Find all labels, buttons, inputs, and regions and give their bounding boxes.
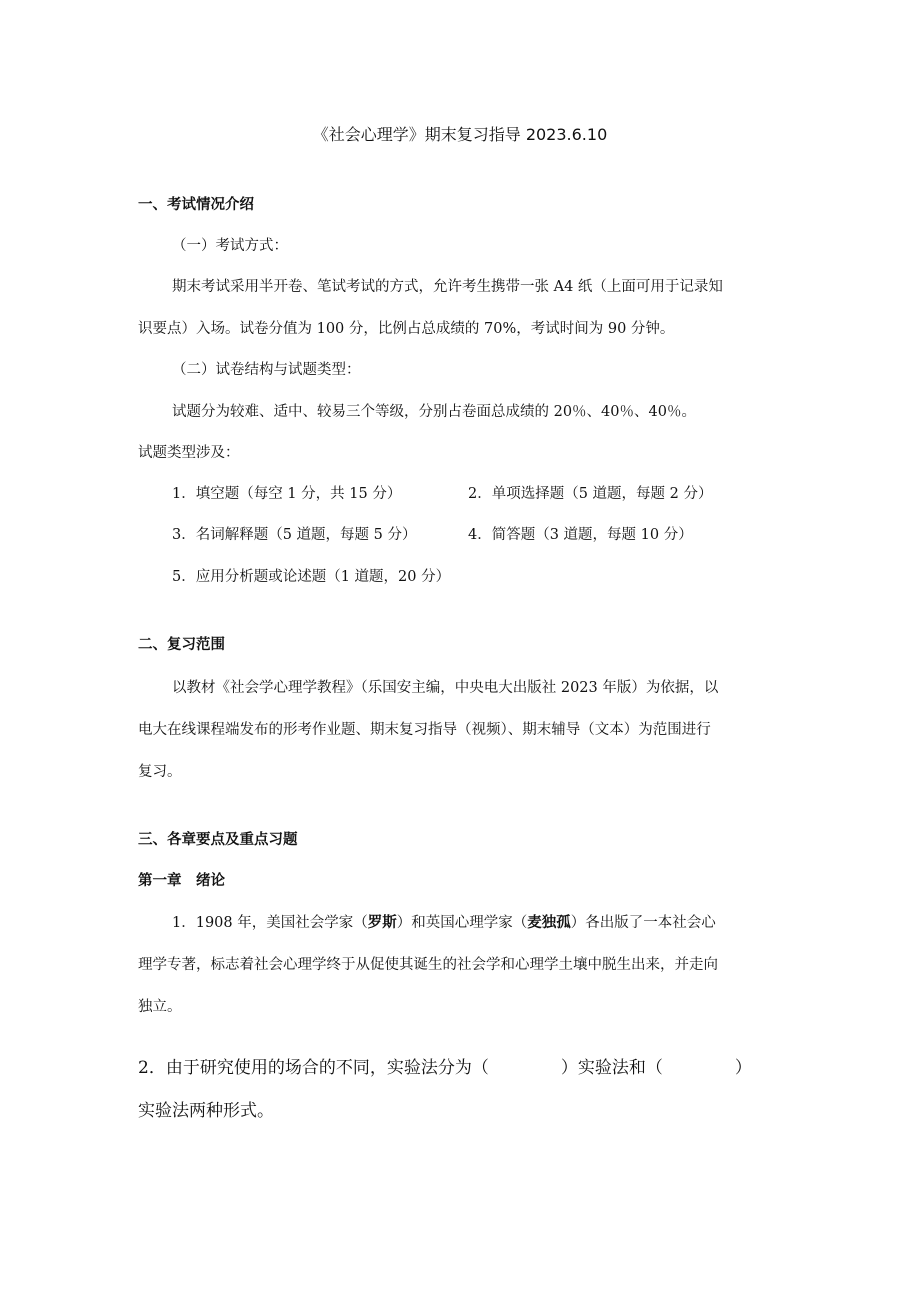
paragraph-review-scope-line2: 电大在线课程端发布的形考作业题、期末复习指导（视频）、期末辅导（文本）为范围进行 (138, 722, 711, 738)
paragraph-difficulty: 试题分为较难、适中、较易三个等级，分别占卷面总成绩的 20％、40％、40％。 (172, 404, 696, 420)
question-1-suffix: ）各出版了一本社会心 (570, 915, 716, 931)
subheading-exam-structure: （二）试卷结构与试题类型： (172, 362, 361, 378)
paragraph-review-scope-line3: 复习。 (138, 764, 182, 780)
question-1-line2: 理学专著，标志着社会心理学终于从促使其诞生的社会学和心理学土壤中脱生出来，并走向 (138, 957, 718, 973)
page-title: 《社会心理学》期末复习指导 2023.6.10 (312, 125, 608, 144)
question-type-item: 1．填空题（每空 1 分，共 15 分） (172, 486, 402, 502)
question-types-label: 试题类型涉及： (138, 445, 240, 461)
question-1-line3: 独立。 (138, 999, 182, 1015)
paragraph-review-scope-line1: 以教材《社会学心理学教程》（乐国安主编，中央电大出版社 2023 年版）为依据，以 (172, 680, 719, 696)
question-2-part3: ） (734, 1058, 752, 1078)
answer-mcdougall: 麦独孤 (527, 915, 571, 931)
question-type-item: 2．单项选择题（5 道题，每题 2 分） (468, 486, 713, 502)
subheading-exam-method: （一）考试方式： (172, 238, 288, 254)
chapter-heading: 第一章 绪论 (138, 873, 225, 889)
answer-ross: 罗斯 (367, 915, 397, 931)
paragraph-exam-method-line1: 期末考试采用半开卷、笔试考试的方式，允许考生携带一张 A4 纸（上面可用于记录知 (172, 279, 723, 295)
question-type-item: 3．名词解释题（5 道题，每题 5 分） (172, 527, 417, 543)
section-heading-review-scope: 二、复习范围 (138, 637, 225, 653)
question-type-item: 5．应用分析题或论述题（1 道题，20 分） (172, 569, 451, 585)
section-heading-key-points: 三、各章要点及重点习题 (138, 832, 298, 848)
question-2-line1 (138, 1053, 752, 1078)
paragraph-exam-method-line2: 识要点）入场。试卷分值为 100 分，比例占总成绩的 70%，考试时间为 90 分钟。 (138, 321, 675, 337)
question-1-prefix: 1．1908 年，美国社会学家（ (172, 915, 368, 931)
question-2-part2: ）实验法和（ (560, 1058, 663, 1078)
question-1-line1 (172, 911, 716, 932)
section-heading-exam-intro: 一、考试情况介绍 (138, 197, 254, 213)
question-1-mid: ）和英国心理学家（ (396, 915, 528, 931)
question-type-item: 4．简答题（3 道题，每题 10 分） (468, 527, 693, 543)
question-2-part1: 2．由于研究使用的场合的不同，实验法分为（ (138, 1058, 489, 1078)
question-2-line2: 实验法两种形式。 (138, 1101, 274, 1121)
